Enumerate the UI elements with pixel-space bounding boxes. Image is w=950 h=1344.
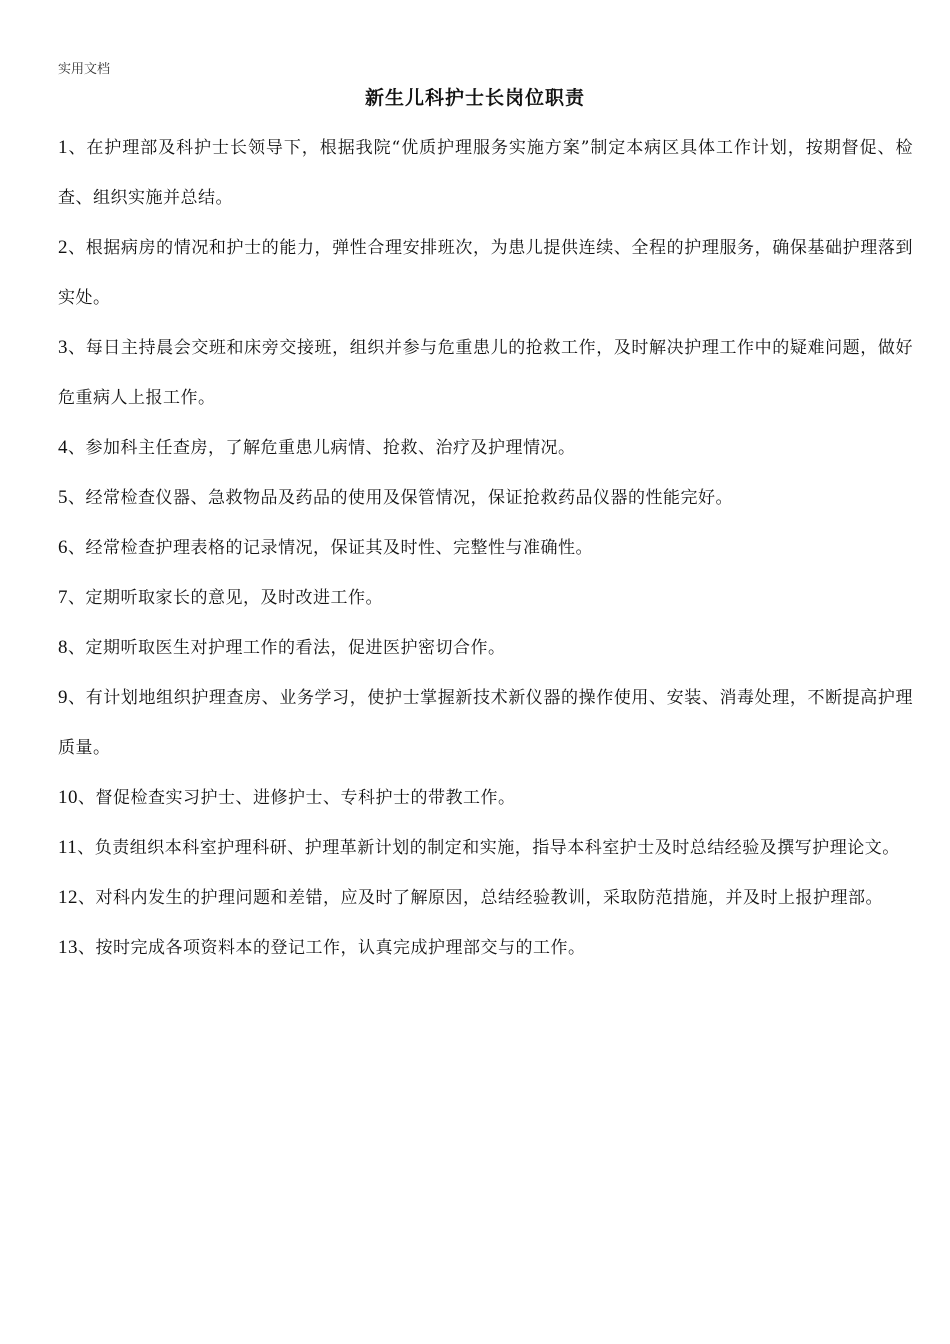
duty-text: 、每日主持晨会交班和床旁交接班，组织并参与危重患儿的抢救工作，及时解决护理工作中的疑难问题，做好危重病人上报工作。 (58, 338, 913, 408)
duty-number: 2 (58, 237, 68, 258)
duty-text: 、根据病房的情况和护士的能力，弹性合理安排班次，为患儿提供连续、全程的护理服务，确保基础护理落到实处。 (58, 238, 913, 308)
duty-number: 5 (58, 487, 68, 508)
duty-item-7 (58, 573, 913, 623)
duty-text: 、在护理部及科护士长领导下，根据我院“优质护理服务实施方案”制定本病区具体工作计划，按期督促、检查、组织实施并总结。 (58, 138, 913, 208)
duty-item-4 (58, 423, 913, 473)
duty-item-13 (58, 923, 913, 973)
duty-number: 12 (58, 887, 78, 908)
duty-number: 6 (58, 537, 68, 558)
duty-text: 、经常检查护理表格的记录情况，保证其及时性、完整性与准确性。 (68, 538, 593, 558)
duty-text: 、参加科主任查房，了解危重患儿病情、抢救、治疗及护理情况。 (68, 438, 576, 458)
duty-text: 、经常检查仪器、急救物品及药品的使用及保管情况，保证抢救药品仪器的性能完好。 (68, 488, 733, 508)
duty-item-12 (58, 873, 913, 923)
duty-item-1 (58, 123, 913, 223)
duty-number: 3 (58, 337, 68, 358)
duty-number: 11 (58, 837, 78, 858)
duty-number: 4 (58, 437, 68, 458)
duty-item-3 (58, 323, 913, 423)
duty-item-6 (58, 523, 913, 573)
header-note: 实用文档 (58, 62, 111, 77)
duty-item-2 (58, 223, 913, 323)
duty-number: 7 (58, 587, 68, 608)
duty-number: 9 (58, 687, 68, 708)
duty-item-9 (58, 673, 913, 773)
duty-number: 13 (58, 937, 78, 958)
duty-item-11 (58, 823, 913, 873)
duty-number: 8 (58, 637, 68, 658)
duty-text: 、对科内发生的护理问题和差错，应及时了解原因，总结经验教训，采取防范措施，并及时上报护理部。 (78, 888, 883, 908)
duty-text: 、负责组织本科室护理科研、护理革新计划的制定和实施，指导本科室护士及时总结经验及撰写护理论文。 (77, 838, 900, 858)
duty-text: 、有计划地组织护理查房、业务学习，使护士掌握新技术新仪器的操作使用、安装、消毒处理，不断提高护理质量。 (58, 688, 913, 758)
duty-text: 、督促检查实习护士、进修护士、专科护士的带教工作。 (78, 788, 516, 808)
duty-text: 、按时完成各项资料本的登记工作，认真完成护理部交与的工作。 (78, 938, 586, 958)
duty-item-5 (58, 473, 913, 523)
duty-text: 、定期听取家长的意见，及时改进工作。 (68, 588, 383, 608)
duty-item-8 (58, 623, 913, 673)
duty-number: 10 (58, 787, 78, 808)
duty-list (58, 123, 913, 973)
duty-text: 、定期听取医生对护理工作的看法，促进医护密切合作。 (68, 638, 506, 658)
duty-number: 1 (58, 137, 68, 158)
duty-item-10 (58, 773, 913, 823)
document-title: 新生儿科护士长岗位职责 (364, 87, 585, 109)
